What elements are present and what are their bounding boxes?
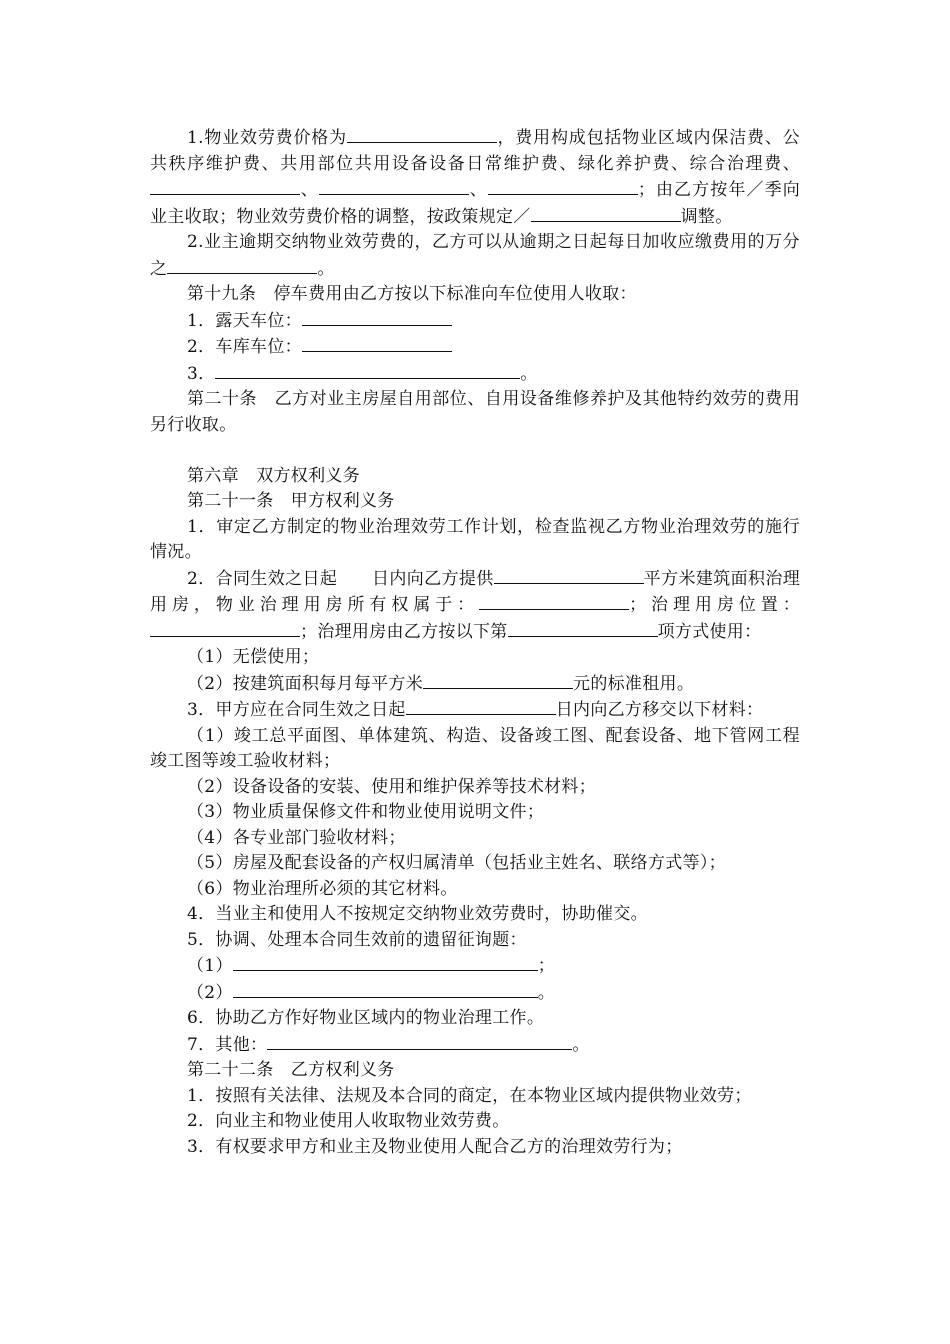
fill-in-blank[interactable] [494,566,644,584]
text-run: 2．向业主和物业使用人收取物业效劳费。 [187,1111,510,1131]
fill-in-blank[interactable] [267,1032,572,1050]
paragraph-p9 [150,489,800,515]
text-run: （2）设备设备的安装、使用和维护保养等技术材料； [187,776,597,797]
fill-in-blank[interactable] [406,697,556,715]
text-run: （5）房屋及配套设备的产权归属清单（包括业主姓名、联络方式等）； [187,853,726,873]
text-run: （2） [187,982,233,1003]
text-run: ；由乙方按年／季向业主收取；物业效劳费价格的调整，按政策规定／ [150,180,800,227]
text-run: 1．按照有关法律、法规及本合同的商定，在本物业区域内提供物业效劳； [187,1085,752,1106]
paragraph-p27 [150,1058,800,1084]
paragraph-p20 [150,877,800,903]
paragraph-p22 [150,928,800,954]
fill-in-blank[interactable] [319,177,469,195]
text-run: 3．甲方应在合同生效之日起 [187,700,406,720]
paragraph-p6 [150,361,800,388]
paragraph-p25 [150,1006,800,1032]
paragraph-p26 [150,1032,800,1059]
text-run: 、 [468,180,488,200]
text-run: 日内向乙方移交以下材料： [555,700,764,720]
document-body [150,125,800,1160]
text-run: 、 [300,180,319,200]
text-run: 2．合同生效之日起 日内向乙方提供 [187,568,494,589]
paragraph-p29 [150,1109,800,1135]
text-run: 第十九条 停车费用由乙方按以下标准向车位使用人收取： [187,284,637,304]
text-run: 元的标准租用。 [573,673,695,694]
paragraph-p17 [150,800,800,826]
text-run: （6）物业治理所必须的其它材料。 [187,878,458,899]
text-run: 第二十一条 甲方权利义务 [187,491,395,511]
paragraph-p2 [150,230,800,282]
paragraph-p1 [150,125,800,230]
text-run: 。 [572,1034,590,1055]
text-run: （1）无偿使用； [187,647,320,667]
paragraph-p8 [150,464,800,490]
text-run: 平方米建筑面积治理用房，物业治理用房所有权属于： [150,568,801,615]
fill-in-blank[interactable] [150,177,300,195]
paragraph-p30 [150,1135,800,1161]
paragraph-p21 [150,902,800,928]
text-run: 3．有权要求甲方和业主及物业使用人配合乙方的治理效劳行为； [187,1136,683,1157]
paragraph-p13 [150,671,800,698]
text-run: 6．协助乙方作好物业区域内的物业治理工作。 [187,1008,545,1028]
paragraph-p12 [150,645,800,671]
text-run: （4）各专业部门验收材料； [187,827,406,848]
fill-in-blank[interactable] [423,671,573,689]
fill-in-blank[interactable] [479,592,629,610]
paragraph-p4 [150,308,800,335]
text-run: ； [537,956,556,976]
text-run: 第二十条 乙方对业主房屋自用部位、自用设备维修养护及其他特约效劳的费用另行收取。 [150,389,800,435]
fill-in-blank[interactable] [488,177,638,195]
text-run: （1） [187,956,233,976]
fill-in-blank[interactable] [302,334,452,352]
text-run: 1．露天车位： [187,310,302,331]
text-run: 。 [317,258,335,279]
paragraph-p16 [150,775,800,801]
fill-in-blank[interactable] [347,125,497,143]
fill-in-blank[interactable] [531,204,681,222]
fill-in-blank[interactable] [215,361,520,379]
paragraph-p23 [150,953,800,980]
text-run: 2．车库车位： [187,337,302,357]
text-run: 7．其他： [187,1034,268,1055]
text-run: ，费用构成包括物业区域内保洁费、公共秩序维护费、共用部位共用设备设备日常维护费、绿化养护费、综合治理费、 [150,128,800,174]
text-run: 。 [537,982,556,1003]
text-run: 第二十二条 乙方权利义务 [187,1060,395,1080]
paragraph-p24 [150,980,800,1007]
fill-in-blank[interactable] [150,619,300,637]
text-run: ；治理用房位置： [629,595,800,615]
paragraph-p3 [150,282,800,308]
text-run: （2）按建筑面积每月每平方米 [187,673,424,694]
text-run: 4．当业主和使用人不按规定交纳物业效劳费时，协助催交。 [187,904,648,924]
text-run: 1．审定乙方制定的物业治理效劳工作计划，检查监视乙方物业治理效劳的施行情况。 [150,516,800,562]
text-run: 调整。 [680,206,733,227]
paragraph-p15 [150,724,800,775]
text-run: 第六章 双方权利义务 [187,465,360,486]
text-run: 1.物业效劳费价格为 [187,128,347,148]
text-run: ；治理用房由乙方按以下第 [300,621,508,642]
fill-in-blank[interactable] [302,308,452,326]
fill-in-blank[interactable] [167,256,317,274]
text-run: 3． [187,363,216,384]
paragraph-p19 [150,851,800,877]
text-run: 项方式使用： [657,621,762,642]
text-run: 2.业主逾期交纳物业效劳费的，乙方可以从逾期之日起每日加收应缴费用的万分之 [150,232,800,279]
paragraph-p28 [150,1084,800,1110]
paragraph-p11 [150,566,800,646]
paragraph-spacer [150,438,800,464]
paragraph-p5 [150,334,800,361]
fill-in-blank[interactable] [233,980,538,998]
fill-in-blank[interactable] [508,619,658,637]
paragraph-p14 [150,697,800,724]
fill-in-blank[interactable] [233,953,538,971]
text-run: 。 [520,363,538,384]
paragraph-p7 [150,387,800,438]
text-run: （1）竣工总平面图、单体建筑、构造、设备竣工图、配套设备、地下管网工程竣工图等竣工验收材料； [150,725,800,771]
text-run: 5．协调、处理本合同生效前的遗留征询题： [187,929,527,950]
text-run: （3）物业质量保修文件和物业使用说明文件； [187,802,545,822]
paragraph-p18 [150,826,800,852]
paragraph-p10 [150,515,800,566]
